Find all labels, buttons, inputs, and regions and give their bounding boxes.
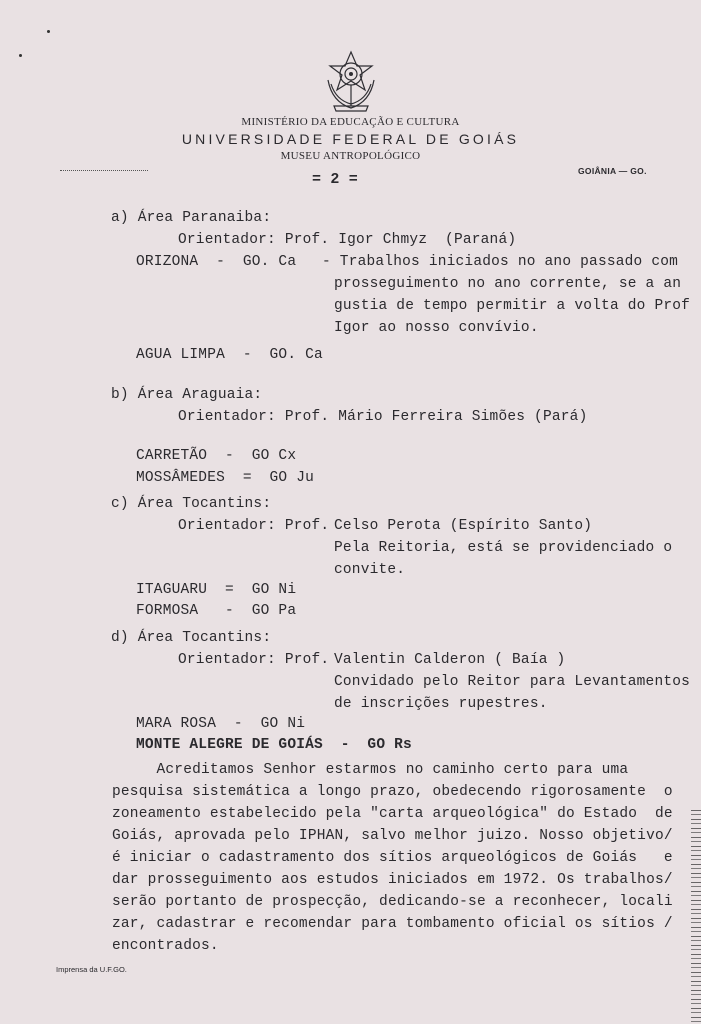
printer-footer: Imprensa da U.F.GO.: [56, 965, 127, 974]
site-formosa: FORMOSA - GO Pa: [136, 603, 297, 619]
site-monte-alegre: MONTE ALEGRE DE GOIÁS - GO Rs: [136, 737, 412, 753]
site-orizona-note: Igor ao nosso convívio.: [334, 320, 539, 336]
section-c-title: c) Área Tocantins:: [111, 496, 272, 512]
section-a-title: a) Área Paranaiba:: [111, 210, 272, 226]
section-d-advisor-line: de inscrições rupestres.: [334, 696, 548, 712]
brazil-coat-of-arms-icon: [322, 50, 380, 114]
section-d-advisor-line: Convidado pelo Reitor para Levantamentos: [334, 674, 691, 690]
section-a-advisor: Orientador: Prof. Igor Chmyz (Paraná): [178, 232, 517, 248]
ink-speck: [47, 30, 50, 33]
site-orizona-note: - Trabalhos iniciados no ano passado com: [322, 254, 679, 270]
section-c-advisor: Orientador: Prof.: [178, 518, 330, 534]
paragraph-line: zoneamento estabelecido pela "carta arqueológica" do Estado de: [112, 806, 673, 822]
section-d-advisor: Orientador: Prof.: [178, 652, 330, 668]
site-mara-rosa: MARA ROSA - GO Ni: [136, 716, 306, 732]
section-b-advisor: Orientador: Prof. Mário Ferreira Simões (Pará): [178, 409, 588, 425]
ink-speck: [19, 54, 22, 57]
paragraph-line: encontrados.: [112, 938, 219, 954]
paragraph-line: Acreditamos Senhor estarmos no caminho certo para uma: [112, 762, 629, 778]
museum-heading: MUSEU ANTROPOLÓGICO: [280, 150, 421, 162]
paragraph-line: dar prosseguimento aos estudos iniciados em 1972. Os trabalhos/: [112, 872, 673, 888]
paragraph-line: pesquisa sistemática a longo prazo, obedecendo rigorosamente o: [112, 784, 673, 800]
section-b-title: b) Área Araguaia:: [111, 387, 263, 403]
scan-edge-marks: [691, 810, 701, 1024]
section-d-title: d) Área Tocantins:: [111, 630, 272, 646]
site-orizona-note: prosseguimento no ano corrente, se a an: [334, 276, 682, 292]
site-agua-limpa: AGUA LIMPA - GO. Ca: [136, 347, 323, 363]
section-c-advisor-line: Pela Reitoria, está se providenciado o: [334, 540, 673, 556]
site-itaguaru: ITAGUARU = GO Ni: [136, 582, 297, 598]
section-d-advisor-line: Valentin Calderon ( Baía ): [334, 652, 566, 668]
paragraph-line: serão portanto de prospecção, dedicando-se a reconhecer, locali: [112, 894, 673, 910]
paragraph-line: é iniciar o cadastramento dos sítios arqueológicos de Goiás e: [112, 850, 673, 866]
university-heading: UNIVERSIDADE FEDERAL DE GOIÁS: [181, 131, 520, 147]
ministry-heading: MINISTÉRIO DA EDUCAÇÃO E CULTURA: [241, 116, 460, 128]
site-orizona: ORIZONA - GO. Ca: [136, 254, 297, 270]
site-orizona-note: gustia de tempo permitir a volta do Prof: [334, 298, 691, 314]
site-mossamedes: MOSSÂMEDES = GO Ju: [136, 470, 315, 486]
paragraph-line: Goiás, aprovada pelo IPHAN, salvo melhor juizo. Nosso objetivo/: [112, 828, 673, 844]
location-label: GOIÂNIA — GO.: [578, 166, 647, 176]
section-c-advisor-line: convite.: [334, 562, 406, 578]
paragraph-line: zar, cadastrar e recomendar para tombamento oficial os sítios /: [112, 916, 673, 932]
dotted-line: [60, 170, 148, 171]
site-carretao: CARRETÃO - GO Cx: [136, 448, 297, 464]
page-number: = 2 =: [312, 171, 359, 188]
section-c-advisor-line: Celso Perota (Espírito Santo): [334, 518, 593, 534]
